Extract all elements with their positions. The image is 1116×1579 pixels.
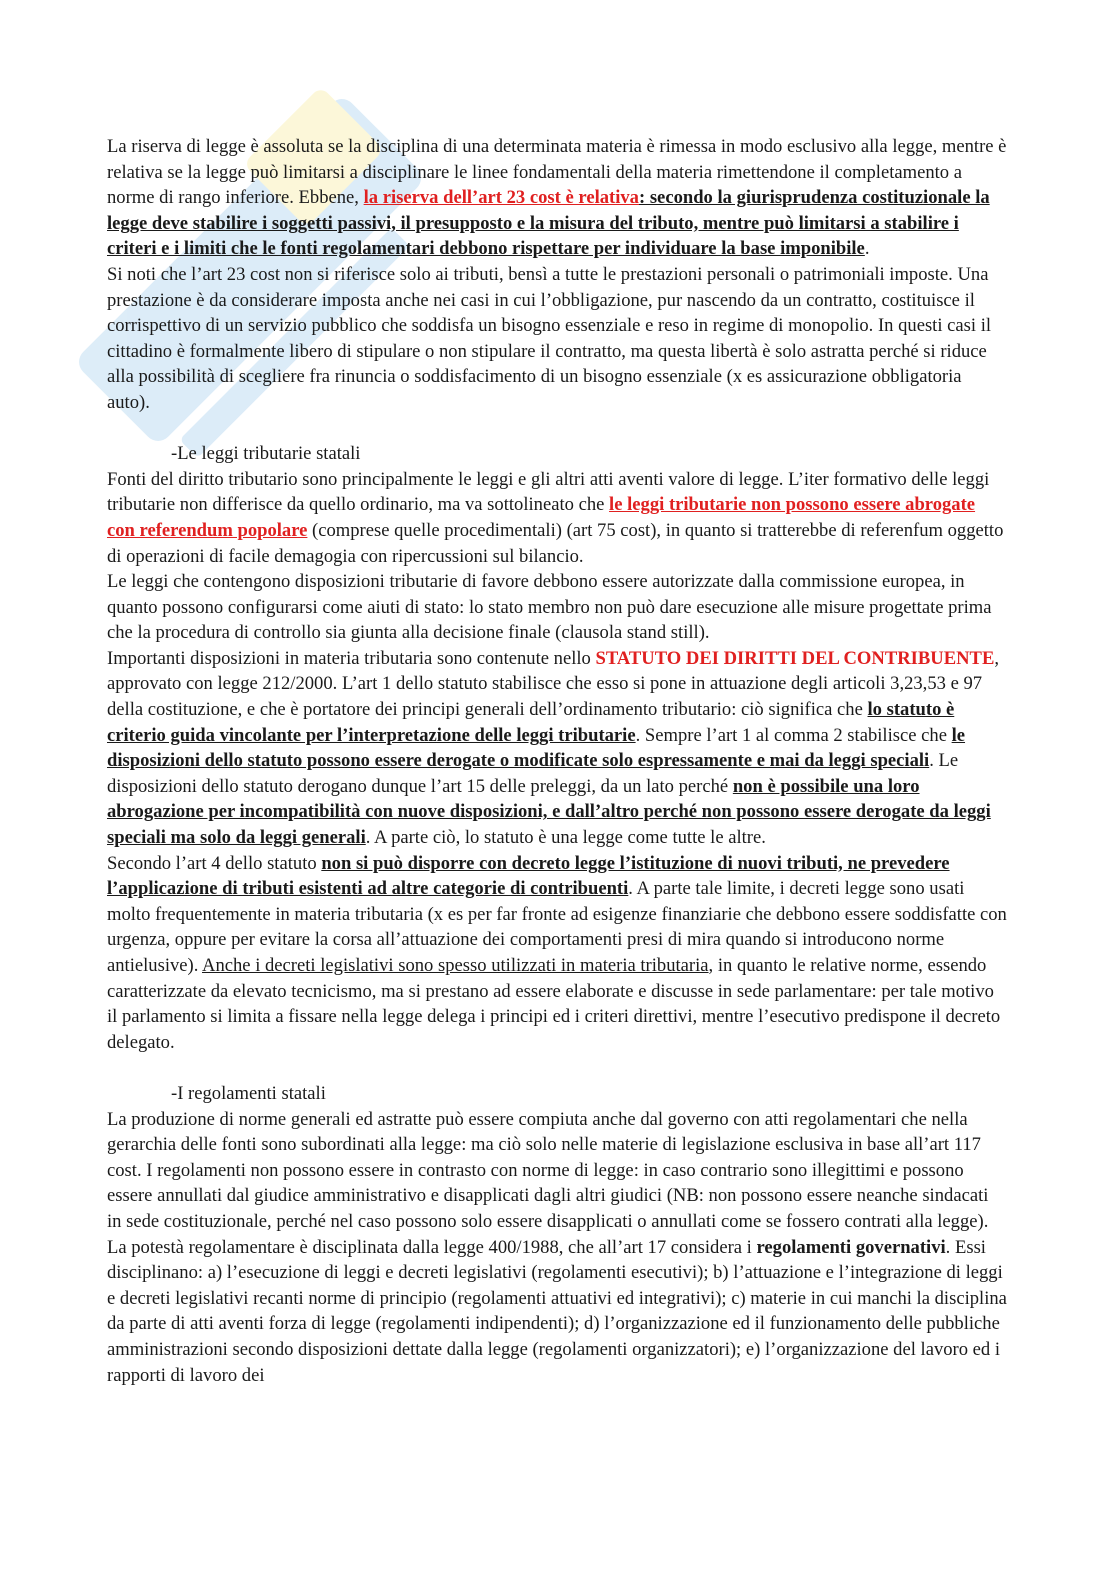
section-heading xyxy=(107,441,1007,467)
text-run: Importanti disposizioni in materia tributaria sono contenute nello xyxy=(107,647,596,669)
text-run: -Le leggi tributarie statali xyxy=(171,443,361,465)
emphasized-text: le leggi tributarie non possono essere abrogate con referendum popolare xyxy=(107,494,976,541)
text-run: . A parte tale limite, i decreti legge sono usati molto frequentemente in materia tributaria (x es per far fronte ad esigenze finanziarie che debbono essere soddisfatte con urgenza, oppure per evitare la corsa all’attuazione dei comportamenti presi di mira quando si introducono norme antielusive). xyxy=(107,878,1007,976)
text-run: -I regolamenti statali xyxy=(171,1082,326,1104)
text-run: . Essi disciplinano: a) l’esecuzione di leggi e decreti legislativi (regolamenti esecutivi); b) l’attuazione e l’integrazione di leggi e decreti legislativi recanti norme di principio (regolamenti attuativi ed integrativi); c) materie in cui manchi la disciplina da parte di atti aventi forza di legge (regolamenti indipendenti); d) l’organizzazione ed il funzionamento delle pubbliche amministrazioni secondo disposizioni dettate dalla legge (regolamenti organizzatori); e) l’organizzazione del lavoro ed i rapporti di lavoro dei xyxy=(107,1236,1007,1386)
text-run: Le leggi che contengono disposizioni tributarie di favore debbono essere autorizzate dalla commissione europea, in quanto possono configurarsi come aiuti di stato: lo stato membro non può dare esecuzione alle misure progettate prima che la procedura di controllo sia giunta alla decisione finale (clausola stand still). xyxy=(107,571,992,644)
emphasized-text: Anche i decreti legislativi sono spesso utilizzati in materia tributaria xyxy=(202,955,709,976)
emphasized-text: la riserva dell’art 23 cost è relativa xyxy=(363,187,639,209)
emphasized-text: regolamenti governativi xyxy=(756,1236,946,1258)
section-heading xyxy=(107,1081,1007,1107)
text-run: , approvato con legge 212/2000. L’art 1 dello statuto stabilisce che esso si pone in attuazione degli articoli 3,23,53 e 97 della costituzione, e che è portatore dei principi generali dell’ordinamento tributario: ciò significa che xyxy=(107,647,1000,721)
emphasized-text: STATUTO DEI DIRITTI DEL CONTRIBUENTE xyxy=(595,647,995,669)
document-page xyxy=(107,134,1007,1388)
paragraph xyxy=(107,1235,1007,1389)
text-run: La potestà regolamentare è disciplinata dalla legge 400/1988, che all’art 17 considera i xyxy=(107,1236,757,1258)
text-run: Si noti che l’art 23 cost non si riferisce solo ai tributi, bensì a tutte le prestazioni personali o patrimoniali imposte. Una prestazione è da considerare imposta anche nei casi in cui l’obbligazione, pur nascendo da un contratto, costituisce il corrispettivo di un servizio pubblico che soddisfa un bisogno essenziale e reso in regime di monopolio. In questi casi il cittadino è formalmente libero di stipulare o non stipulare il contratto, ma questa libertà è solo astratta perché si riduce alla possibilità di scegliere fra rinuncia o soddisfacimento di un bisogno essenziale (x es assicurazione obbligatoria auto). xyxy=(107,263,992,413)
text-run: La riserva di legge è assoluta se la disciplina di una determinata materia è rimessa in modo esclusivo alla legge, mentre è relativa se la legge può limitarsi a disciplinare le linee fondamentali della materia rimettendone il completamento a norme di rango inferiore. Ebbene, xyxy=(107,136,1007,209)
paragraph xyxy=(107,262,1007,416)
paragraph xyxy=(107,851,1007,1056)
text-run: , in quanto le relative norme, essendo caratterizzate da elevato tecnicismo, ma si prestano ad essere elaborate e discusse in sede parlamentare: per tale motivo il parlamento si limita a fissare nella legge delega i principi ed i criteri direttivi, mentre l’esecutivo predispone il decreto delegato. xyxy=(107,955,1001,1053)
text-run: . xyxy=(864,238,870,260)
emphasized-text: lo statuto è criterio guida vincolante per l’interpretazione delle leggi tributarie xyxy=(107,699,955,746)
paragraph xyxy=(107,467,1007,569)
emphasized-text: : secondo la giurisprudenza costituzionale la legge deve stabilire i soggetti passivi, il presupposto e la misura del tributo, mentre può limitarsi a stabilire i criteri e i limiti che le fonti regolamentari debbono rispettare per individuare la base imponibile xyxy=(107,187,990,260)
paragraph xyxy=(107,1107,1007,1235)
text-run: (comprese quelle procedimentali) (art 75 cost), in quanto si tratterebbe di referenfum oggetto di operazioni di facile demagogia con ripercussioni sul bilancio. xyxy=(107,519,1004,567)
text-run: . Le disposizioni dello statuto derogano dunque l’art 15 delle preleggi, da un lato perché xyxy=(107,750,959,797)
text-run: Secondo l’art 4 dello statuto xyxy=(107,852,322,874)
paragraph-gap xyxy=(107,416,1007,442)
text-run: Fonti del diritto tributario sono principalmente le leggi e gli altri atti aventi valore di legge. L’iter formativo delle leggi tributarie non differisce da quello ordinario, ma va sottolineato che xyxy=(107,468,990,516)
text-run: . Sempre l’art 1 al comma 2 stabilisce che xyxy=(635,724,952,746)
paragraph xyxy=(107,569,1007,646)
emphasized-text: le disposizioni dello statuto possono essere derogate o modificate solo espressamente e mai da leggi speciali xyxy=(107,724,966,772)
paragraph xyxy=(107,134,1007,262)
emphasized-text: non è possibile una loro abrogazione per incompatibilità con nuove disposizioni, e dall’altro perché non possono essere derogate da leggi speciali ma solo da leggi generali xyxy=(107,775,991,849)
emphasized-text: non si può disporre con decreto legge l’istituzione di nuovi tributi, ne prevedere l’applicazione di tributi esistenti ad altre categorie di contribuenti xyxy=(107,852,950,900)
paragraph xyxy=(107,646,1007,851)
text-run: La produzione di norme generali ed astratte può essere compiuta anche dal governo con atti regolamentari che nella gerarchia delle fonti sono subordinati alla legge: ma ciò solo nelle materie di legislazione esclusiva in base all’art 117 cost. I regolamenti non possono essere in contrasto con norme di legge: in caso contrario sono illegittimi e possono essere annullati dal giudice amministrativo e disapplicati dagli altri giudici (NB: non possono essere neanche sindacati in sede costituzionale, perché nel caso possono solo essere disapplicati o annullati come se fossero contrati alla legge). xyxy=(107,1108,989,1232)
paragraph-gap xyxy=(107,1055,1007,1081)
text-run: . A parte ciò, lo statuto è una legge come tutte le altre. xyxy=(365,827,766,849)
